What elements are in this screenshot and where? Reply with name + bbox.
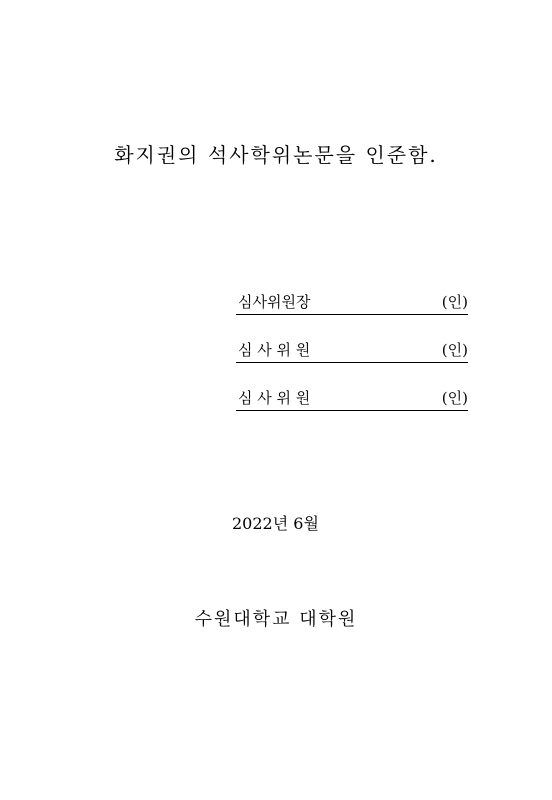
signature-line-member-1: [236, 336, 468, 363]
seal-mark-member-1: (인): [441, 341, 468, 359]
seal-mark-member-2: (인): [441, 389, 468, 407]
committee-signature-block: [236, 288, 468, 432]
approval-date: 2022년 6월: [232, 514, 319, 533]
committee-role-chair: 심사위원장: [238, 293, 311, 311]
approval-statement: 화지권의 석사학위논문을 인준함.: [114, 143, 438, 167]
institution-name: 수원대학교 대학원: [194, 609, 358, 630]
seal-mark-chair: (인): [441, 293, 468, 311]
signature-line-member-2: [236, 384, 468, 411]
committee-role-member-2: 심 사 위 원: [238, 389, 311, 407]
signature-line-chair: [236, 288, 468, 315]
committee-role-member-1: 심 사 위 원: [238, 341, 311, 359]
